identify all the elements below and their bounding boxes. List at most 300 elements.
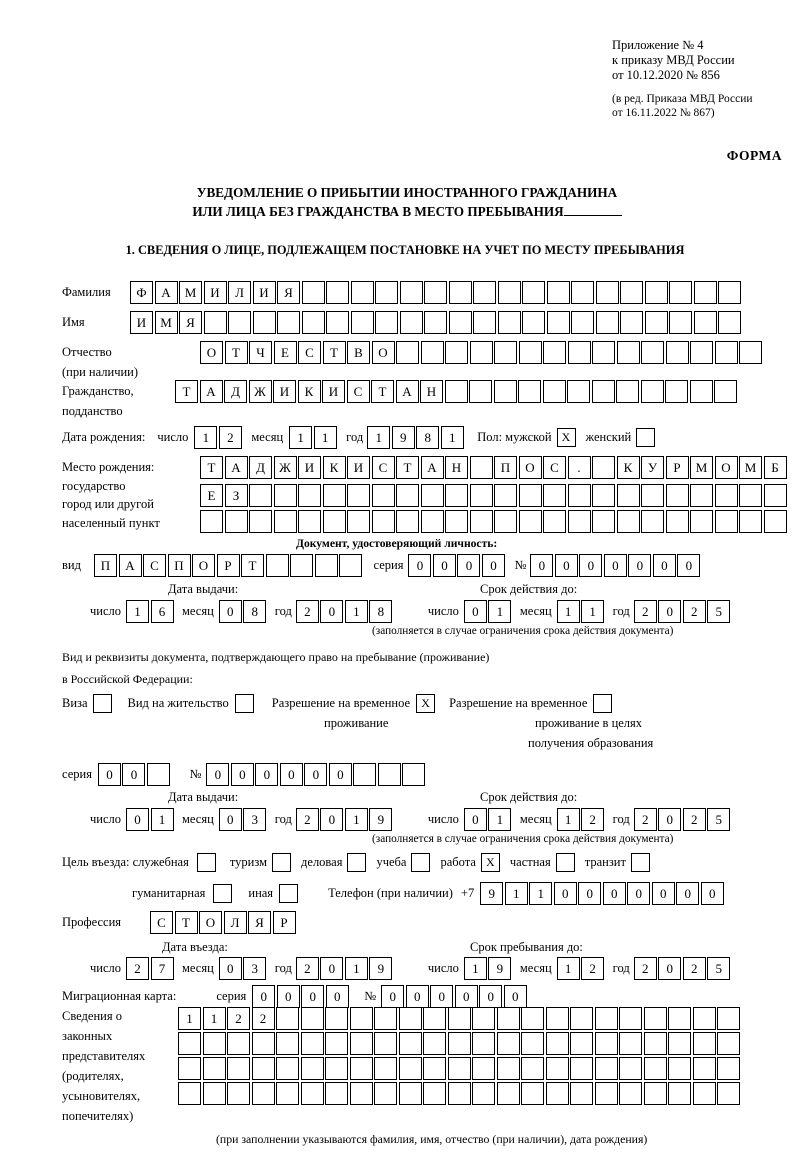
char-cell[interactable] [351, 311, 374, 334]
stay-month-input[interactable] [557, 957, 606, 980]
char-cell[interactable]: 1 [557, 808, 580, 831]
char-cell[interactable]: 0 [381, 985, 404, 1008]
char-cell[interactable] [693, 1082, 716, 1105]
permit-valid-day-input[interactable] [464, 808, 513, 831]
char-cell[interactable] [522, 311, 545, 334]
char-cell[interactable] [473, 281, 496, 304]
surname-input[interactable] [130, 281, 743, 304]
char-cell[interactable] [497, 1082, 520, 1105]
char-cell[interactable] [543, 380, 566, 403]
char-cell[interactable] [400, 281, 423, 304]
char-cell[interactable]: Я [248, 911, 271, 934]
char-cell[interactable]: 0 [603, 882, 626, 905]
char-cell[interactable]: 0 [653, 554, 676, 577]
char-cell[interactable] [301, 1007, 324, 1030]
char-cell[interactable] [339, 554, 362, 577]
char-cell[interactable] [546, 1032, 569, 1055]
char-cell[interactable] [717, 1032, 740, 1055]
char-cell[interactable] [690, 510, 713, 533]
char-cell[interactable]: 0 [406, 985, 429, 1008]
char-cell[interactable]: И [298, 456, 321, 479]
char-cell[interactable] [323, 510, 346, 533]
char-cell[interactable]: 0 [219, 808, 242, 831]
permit-number-input[interactable] [206, 763, 427, 786]
char-cell[interactable]: З [225, 484, 248, 507]
sex-female-checkbox[interactable] [636, 428, 655, 447]
char-cell[interactable] [227, 1082, 250, 1105]
char-cell[interactable] [543, 510, 566, 533]
char-cell[interactable]: 2 [683, 600, 706, 623]
char-cell[interactable]: П [94, 554, 117, 577]
char-cell[interactable]: 1 [557, 600, 580, 623]
char-cell[interactable]: 1 [488, 808, 511, 831]
char-cell[interactable] [302, 281, 325, 304]
char-cell[interactable] [494, 510, 517, 533]
entry-day-input[interactable] [126, 957, 175, 980]
char-cell[interactable] [764, 510, 787, 533]
char-cell[interactable]: 0 [457, 554, 480, 577]
char-cell[interactable] [666, 341, 689, 364]
char-cell[interactable]: О [199, 911, 222, 934]
char-cell[interactable]: 0 [320, 957, 343, 980]
char-cell[interactable]: 2 [252, 1007, 275, 1030]
char-cell[interactable] [596, 281, 619, 304]
char-cell[interactable]: 0 [658, 808, 681, 831]
char-cell[interactable] [374, 1007, 397, 1030]
mig-number-input[interactable] [381, 985, 528, 1008]
char-cell[interactable] [739, 484, 762, 507]
char-cell[interactable]: 1 [151, 808, 174, 831]
char-cell[interactable] [546, 1057, 569, 1080]
char-cell[interactable]: Е [274, 341, 297, 364]
char-cell[interactable] [596, 311, 619, 334]
char-cell[interactable] [423, 1057, 446, 1080]
char-cell[interactable] [715, 484, 738, 507]
char-cell[interactable] [617, 484, 640, 507]
char-cell[interactable] [396, 484, 419, 507]
char-cell[interactable] [350, 1007, 373, 1030]
char-cell[interactable]: Я [179, 311, 202, 334]
char-cell[interactable]: И [253, 281, 276, 304]
char-cell[interactable]: 0 [408, 554, 431, 577]
purpose-humanitarian-checkbox[interactable] [213, 884, 232, 903]
char-cell[interactable]: 1 [203, 1007, 226, 1030]
char-cell[interactable]: 6 [151, 600, 174, 623]
char-cell[interactable]: 1 [314, 426, 337, 449]
char-cell[interactable]: Т [396, 456, 419, 479]
char-cell[interactable]: 0 [304, 763, 327, 786]
char-cell[interactable]: 0 [231, 763, 254, 786]
char-cell[interactable] [568, 484, 591, 507]
char-cell[interactable]: И [347, 456, 370, 479]
char-cell[interactable] [325, 1082, 348, 1105]
char-cell[interactable]: А [396, 380, 419, 403]
char-cell[interactable] [645, 281, 668, 304]
char-cell[interactable]: 0 [433, 554, 456, 577]
char-cell[interactable] [522, 281, 545, 304]
char-cell[interactable]: С [150, 911, 173, 934]
char-cell[interactable]: 1 [367, 426, 390, 449]
char-cell[interactable] [424, 281, 447, 304]
char-cell[interactable] [592, 484, 615, 507]
char-cell[interactable] [252, 1082, 275, 1105]
char-cell[interactable] [644, 1007, 667, 1030]
char-cell[interactable] [424, 311, 447, 334]
char-cell[interactable] [315, 554, 338, 577]
char-cell[interactable]: О [519, 456, 542, 479]
char-cell[interactable]: Я [277, 281, 300, 304]
char-cell[interactable] [498, 311, 521, 334]
char-cell[interactable] [519, 510, 542, 533]
char-cell[interactable] [326, 281, 349, 304]
purpose-business-checkbox[interactable] [347, 853, 366, 872]
char-cell[interactable]: Р [217, 554, 240, 577]
char-cell[interactable]: К [617, 456, 640, 479]
char-cell[interactable]: 1 [581, 600, 604, 623]
char-cell[interactable] [301, 1032, 324, 1055]
char-cell[interactable]: 1 [529, 882, 552, 905]
permit-valid-month-input[interactable] [557, 808, 606, 831]
char-cell[interactable] [718, 281, 741, 304]
char-cell[interactable] [374, 1032, 397, 1055]
char-cell[interactable]: 2 [581, 957, 604, 980]
char-cell[interactable]: 1 [345, 600, 368, 623]
char-cell[interactable] [301, 1082, 324, 1105]
char-cell[interactable]: 9 [369, 957, 392, 980]
char-cell[interactable] [274, 484, 297, 507]
char-cell[interactable]: М [739, 456, 762, 479]
char-cell[interactable] [326, 311, 349, 334]
char-cell[interactable] [592, 341, 615, 364]
patronymic-input[interactable] [200, 341, 764, 364]
char-cell[interactable] [302, 311, 325, 334]
char-cell[interactable]: 0 [277, 985, 300, 1008]
char-cell[interactable] [375, 281, 398, 304]
char-cell[interactable] [200, 510, 223, 533]
purpose-private-checkbox[interactable] [556, 853, 575, 872]
char-cell[interactable]: С [543, 456, 566, 479]
char-cell[interactable]: 1 [505, 882, 528, 905]
char-cell[interactable] [228, 311, 251, 334]
char-cell[interactable] [620, 311, 643, 334]
char-cell[interactable]: А [225, 456, 248, 479]
char-cell[interactable] [252, 1032, 275, 1055]
char-cell[interactable]: И [322, 380, 345, 403]
char-cell[interactable]: 1 [289, 426, 312, 449]
char-cell[interactable]: И [204, 281, 227, 304]
char-cell[interactable] [694, 311, 717, 334]
char-cell[interactable] [374, 1082, 397, 1105]
char-cell[interactable]: 9 [369, 808, 392, 831]
char-cell[interactable]: 3 [243, 957, 266, 980]
char-cell[interactable] [178, 1057, 201, 1080]
char-cell[interactable]: 2 [634, 600, 657, 623]
char-cell[interactable]: 0 [628, 554, 651, 577]
char-cell[interactable]: 1 [194, 426, 217, 449]
legal-rep-row-2[interactable] [178, 1032, 742, 1055]
char-cell[interactable] [445, 380, 468, 403]
char-cell[interactable] [617, 510, 640, 533]
char-cell[interactable]: Т [175, 380, 198, 403]
char-cell[interactable]: 0 [555, 554, 578, 577]
char-cell[interactable] [519, 484, 542, 507]
char-cell[interactable] [227, 1032, 250, 1055]
char-cell[interactable]: М [690, 456, 713, 479]
char-cell[interactable] [351, 281, 374, 304]
char-cell[interactable] [372, 484, 395, 507]
char-cell[interactable] [470, 484, 493, 507]
birthplace-city-input-2[interactable] [200, 510, 788, 533]
char-cell[interactable] [400, 311, 423, 334]
char-cell[interactable]: 2 [227, 1007, 250, 1030]
char-cell[interactable] [546, 1082, 569, 1105]
char-cell[interactable]: 0 [320, 600, 343, 623]
char-cell[interactable] [547, 281, 570, 304]
char-cell[interactable]: Т [175, 911, 198, 934]
char-cell[interactable] [350, 1082, 373, 1105]
char-cell[interactable] [399, 1082, 422, 1105]
birth-day-input[interactable] [194, 426, 243, 449]
doc-valid-day-input[interactable] [464, 600, 513, 623]
char-cell[interactable] [276, 1032, 299, 1055]
purpose-work-checkbox[interactable]: X [481, 853, 500, 872]
char-cell[interactable] [449, 311, 472, 334]
char-cell[interactable]: О [372, 341, 395, 364]
char-cell[interactable]: 1 [345, 957, 368, 980]
char-cell[interactable]: В [347, 341, 370, 364]
char-cell[interactable]: 1 [126, 600, 149, 623]
char-cell[interactable] [472, 1032, 495, 1055]
char-cell[interactable] [353, 763, 376, 786]
permit-issue-day-input[interactable] [126, 808, 175, 831]
char-cell[interactable]: П [494, 456, 517, 479]
char-cell[interactable] [521, 1082, 544, 1105]
char-cell[interactable] [421, 510, 444, 533]
char-cell[interactable]: 0 [701, 882, 724, 905]
char-cell[interactable] [547, 311, 570, 334]
char-cell[interactable] [497, 1032, 520, 1055]
char-cell[interactable]: О [715, 456, 738, 479]
char-cell[interactable] [669, 281, 692, 304]
char-cell[interactable] [399, 1057, 422, 1080]
char-cell[interactable] [276, 1057, 299, 1080]
char-cell[interactable]: С [298, 341, 321, 364]
char-cell[interactable] [690, 341, 713, 364]
char-cell[interactable] [494, 484, 517, 507]
stay-day-input[interactable] [464, 957, 513, 980]
char-cell[interactable]: 2 [634, 957, 657, 980]
char-cell[interactable]: 1 [345, 808, 368, 831]
char-cell[interactable] [350, 1057, 373, 1080]
char-cell[interactable] [396, 341, 419, 364]
entry-year-input[interactable] [296, 957, 394, 980]
char-cell[interactable]: Ж [249, 380, 272, 403]
temp-residence-checkbox[interactable]: X [416, 694, 435, 713]
char-cell[interactable] [665, 380, 688, 403]
char-cell[interactable] [521, 1057, 544, 1080]
doc-issue-year-input[interactable] [296, 600, 394, 623]
char-cell[interactable]: 0 [122, 763, 145, 786]
char-cell[interactable] [298, 484, 321, 507]
char-cell[interactable] [470, 456, 493, 479]
char-cell[interactable]: Т [323, 341, 346, 364]
permit-valid-year-input[interactable] [634, 808, 732, 831]
char-cell[interactable] [448, 1082, 471, 1105]
char-cell[interactable]: 2 [296, 600, 319, 623]
char-cell[interactable] [521, 1007, 544, 1030]
char-cell[interactable]: Л [224, 911, 247, 934]
char-cell[interactable]: 9 [488, 957, 511, 980]
char-cell[interactable] [668, 1082, 691, 1105]
char-cell[interactable] [519, 341, 542, 364]
char-cell[interactable]: 9 [392, 426, 415, 449]
char-cell[interactable] [592, 380, 615, 403]
char-cell[interactable] [249, 510, 272, 533]
char-cell[interactable] [595, 1032, 618, 1055]
char-cell[interactable]: 5 [707, 957, 730, 980]
char-cell[interactable] [203, 1032, 226, 1055]
char-cell[interactable] [764, 484, 787, 507]
char-cell[interactable] [448, 1007, 471, 1030]
char-cell[interactable] [203, 1057, 226, 1080]
doc-number-input[interactable] [530, 554, 702, 577]
char-cell[interactable] [617, 341, 640, 364]
char-cell[interactable] [571, 311, 594, 334]
char-cell[interactable]: Л [228, 281, 251, 304]
char-cell[interactable]: О [192, 554, 215, 577]
char-cell[interactable] [668, 1057, 691, 1080]
char-cell[interactable]: А [119, 554, 142, 577]
char-cell[interactable]: 0 [658, 600, 681, 623]
char-cell[interactable] [402, 763, 425, 786]
char-cell[interactable] [298, 510, 321, 533]
char-cell[interactable]: . [568, 456, 591, 479]
char-cell[interactable] [570, 1057, 593, 1080]
char-cell[interactable] [325, 1032, 348, 1055]
char-cell[interactable] [448, 1057, 471, 1080]
char-cell[interactable]: 0 [301, 985, 324, 1008]
char-cell[interactable] [717, 1057, 740, 1080]
char-cell[interactable]: 0 [280, 763, 303, 786]
edu-residence-checkbox[interactable] [593, 694, 612, 713]
char-cell[interactable] [739, 341, 762, 364]
char-cell[interactable]: 0 [627, 882, 650, 905]
char-cell[interactable]: Д [249, 456, 272, 479]
char-cell[interactable]: П [168, 554, 191, 577]
char-cell[interactable]: 1 [178, 1007, 201, 1030]
char-cell[interactable]: 5 [707, 600, 730, 623]
char-cell[interactable]: 0 [652, 882, 675, 905]
char-cell[interactable] [570, 1007, 593, 1030]
char-cell[interactable]: 0 [126, 808, 149, 831]
char-cell[interactable]: 5 [707, 808, 730, 831]
char-cell[interactable]: 0 [604, 554, 627, 577]
char-cell[interactable]: У [641, 456, 664, 479]
char-cell[interactable]: 0 [658, 957, 681, 980]
char-cell[interactable]: Ф [130, 281, 153, 304]
char-cell[interactable] [644, 1032, 667, 1055]
char-cell[interactable]: 9 [480, 882, 503, 905]
purpose-tourism-checkbox[interactable] [272, 853, 291, 872]
char-cell[interactable] [693, 1007, 716, 1030]
char-cell[interactable] [494, 380, 517, 403]
char-cell[interactable] [592, 456, 615, 479]
char-cell[interactable]: Т [241, 554, 264, 577]
char-cell[interactable]: К [323, 456, 346, 479]
char-cell[interactable]: Д [224, 380, 247, 403]
purpose-service-checkbox[interactable] [197, 853, 216, 872]
char-cell[interactable] [543, 484, 566, 507]
char-cell[interactable]: 0 [676, 882, 699, 905]
char-cell[interactable] [290, 554, 313, 577]
char-cell[interactable]: 0 [219, 957, 242, 980]
char-cell[interactable]: 1 [557, 957, 580, 980]
char-cell[interactable] [421, 484, 444, 507]
permit-series-input[interactable] [98, 763, 172, 786]
char-cell[interactable]: 0 [206, 763, 229, 786]
char-cell[interactable] [592, 510, 615, 533]
char-cell[interactable] [497, 1057, 520, 1080]
purpose-transit-checkbox[interactable] [631, 853, 650, 872]
char-cell[interactable] [494, 341, 517, 364]
doc-series-input[interactable] [408, 554, 506, 577]
char-cell[interactable] [693, 1032, 716, 1055]
char-cell[interactable]: Т [371, 380, 394, 403]
char-cell[interactable] [641, 510, 664, 533]
char-cell[interactable]: С [347, 380, 370, 403]
char-cell[interactable] [498, 281, 521, 304]
char-cell[interactable] [472, 1082, 495, 1105]
char-cell[interactable]: 8 [369, 600, 392, 623]
char-cell[interactable] [568, 341, 591, 364]
char-cell[interactable]: 8 [416, 426, 439, 449]
char-cell[interactable] [619, 1057, 642, 1080]
char-cell[interactable] [469, 380, 492, 403]
char-cell[interactable]: 0 [677, 554, 700, 577]
char-cell[interactable]: 2 [296, 957, 319, 980]
char-cell[interactable] [616, 380, 639, 403]
char-cell[interactable]: Б [764, 456, 787, 479]
char-cell[interactable] [570, 1032, 593, 1055]
char-cell[interactable]: 0 [326, 985, 349, 1008]
char-cell[interactable] [325, 1057, 348, 1080]
char-cell[interactable] [423, 1007, 446, 1030]
doc-valid-month-input[interactable] [557, 600, 606, 623]
char-cell[interactable] [690, 380, 713, 403]
doc-kind-input[interactable] [94, 554, 364, 577]
char-cell[interactable] [472, 1057, 495, 1080]
legal-rep-row-3[interactable] [178, 1057, 742, 1080]
char-cell[interactable] [595, 1082, 618, 1105]
char-cell[interactable]: Т [200, 456, 223, 479]
char-cell[interactable] [641, 341, 664, 364]
char-cell[interactable] [717, 1007, 740, 1030]
citizenship-input[interactable] [175, 380, 739, 403]
char-cell[interactable] [645, 311, 668, 334]
char-cell[interactable] [325, 1007, 348, 1030]
char-cell[interactable] [204, 311, 227, 334]
char-cell[interactable] [225, 510, 248, 533]
char-cell[interactable]: К [298, 380, 321, 403]
char-cell[interactable] [714, 380, 737, 403]
permit-issue-year-input[interactable] [296, 808, 394, 831]
char-cell[interactable]: 0 [464, 600, 487, 623]
entry-month-input[interactable] [219, 957, 268, 980]
char-cell[interactable] [543, 341, 566, 364]
char-cell[interactable] [347, 510, 370, 533]
char-cell[interactable]: С [143, 554, 166, 577]
char-cell[interactable] [518, 380, 541, 403]
